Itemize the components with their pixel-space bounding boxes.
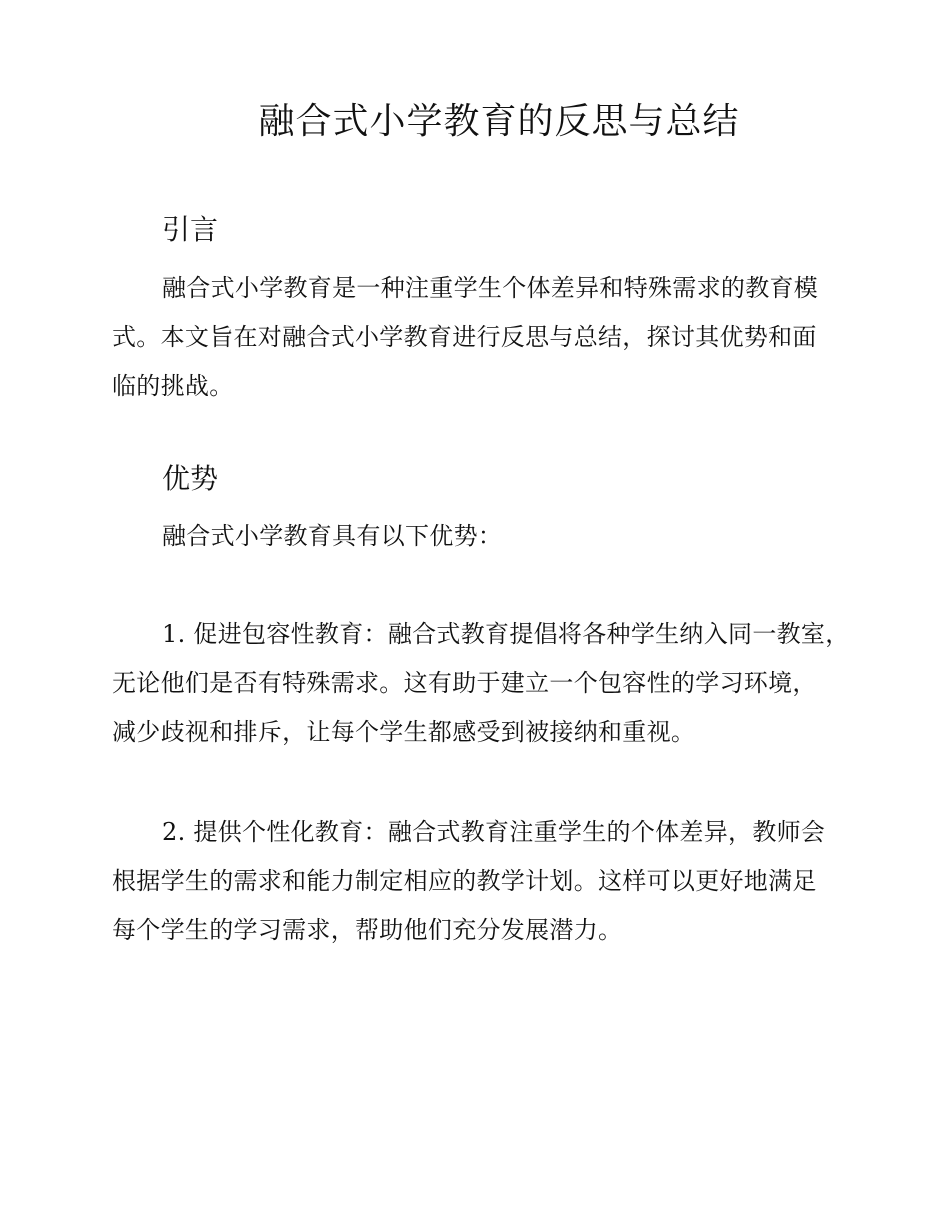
advantage-item-1-line-3: 减少歧视和排斥，让每个学生都感受到被接纳和重视。 [112, 718, 696, 746]
intro-line-1: 融合式小学教育是一种注重学生个体差异和特殊需求的教育模 [162, 274, 819, 302]
advantage-item-2-line-2: 根据学生的需求和能力制定相应的教学计划。这样可以更好地满足 [112, 867, 817, 895]
section-heading-advantages: 优势 [162, 462, 219, 495]
advantages-lead [112, 512, 852, 561]
advantage-item-1-line-1: 1. 促进包容性教育：融合式教育提倡将各种学生纳入同一教室， [162, 620, 850, 648]
advantage-item-2-line-1: 2. 提供个性化教育：融合式教育注重学生的个体差异，教师会 [162, 818, 826, 846]
section-heading-intro: 引言 [162, 213, 219, 246]
intro-line-3: 临的挑战。 [112, 372, 234, 400]
advantage-item-1-line-2: 无论他们是否有特殊需求。这有助于建立一个包容性的学习环境， [112, 669, 817, 697]
advantage-item-2 [112, 808, 852, 955]
advantages-lead-line: 融合式小学教育具有以下优势： [162, 522, 503, 550]
document-title: 融合式小学教育的反思与总结 [258, 101, 740, 142]
advantage-item-1 [112, 610, 852, 757]
intro-paragraph [112, 264, 852, 411]
intro-line-2: 式。本文旨在对融合式小学教育进行反思与总结，探讨其优势和面 [112, 323, 817, 351]
advantage-item-2-line-3: 每个学生的学习需求，帮助他们充分发展潜力。 [112, 916, 623, 944]
